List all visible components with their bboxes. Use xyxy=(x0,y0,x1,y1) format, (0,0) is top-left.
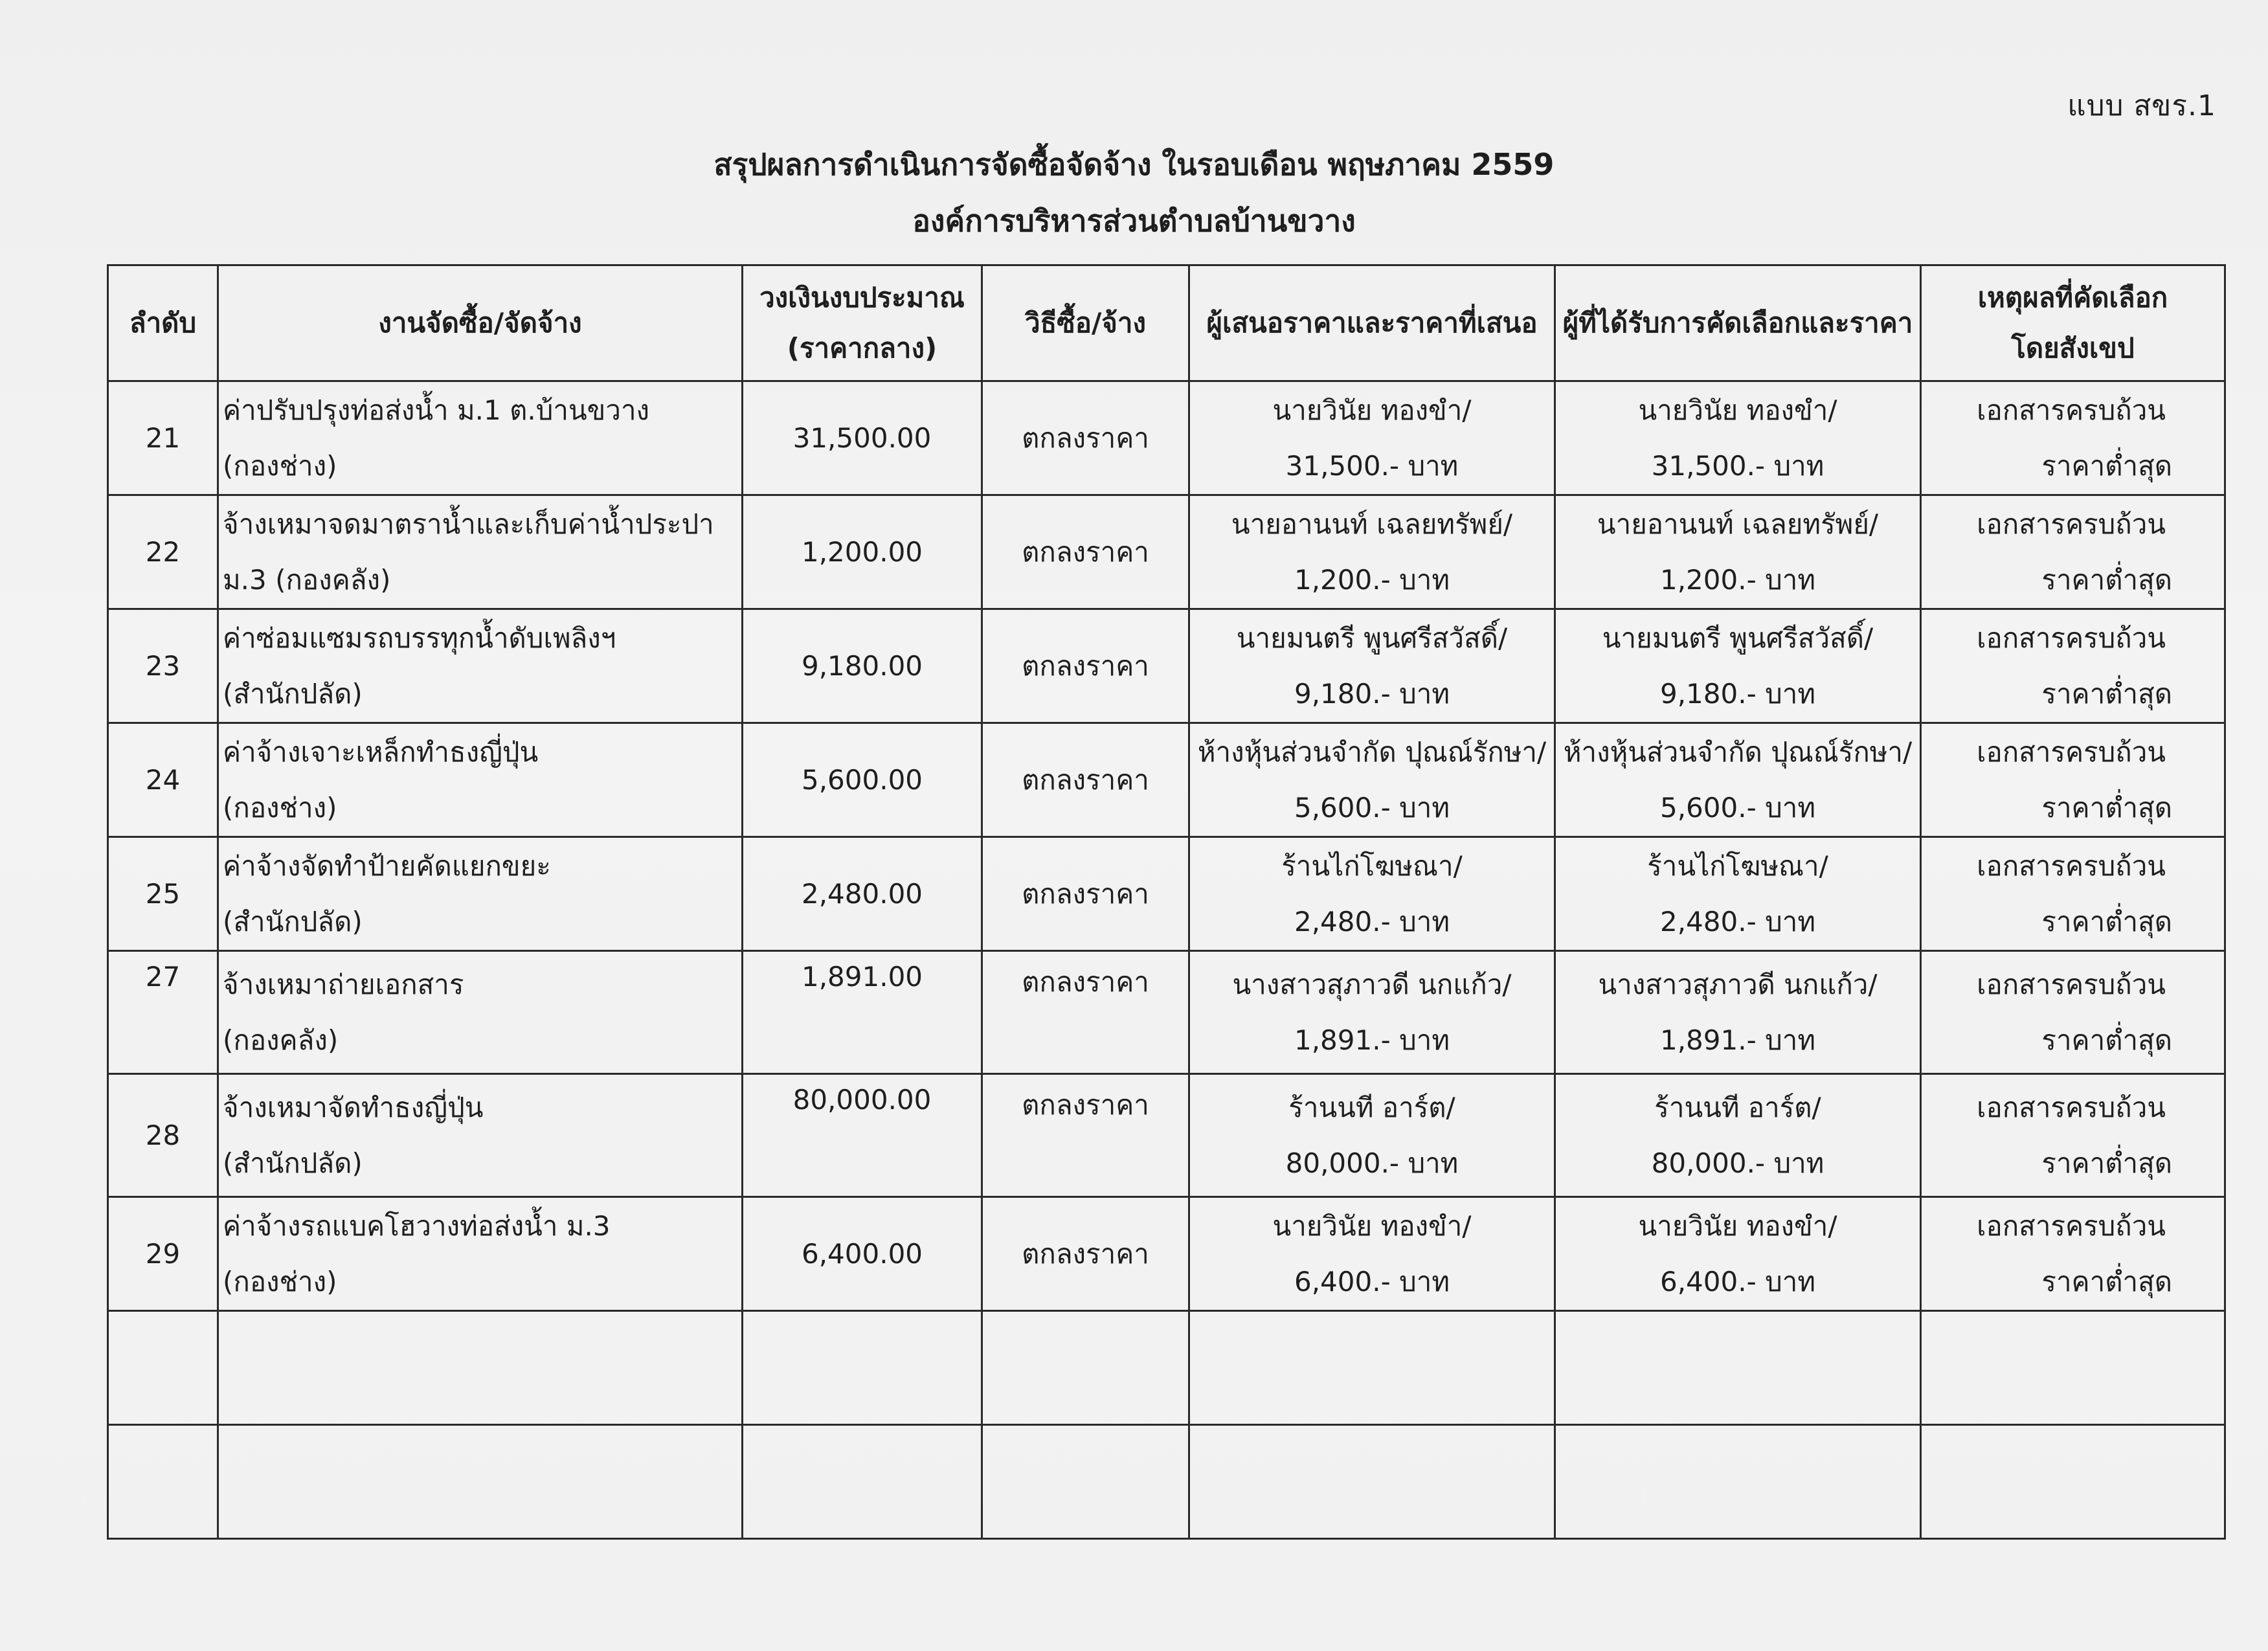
cell-bidder xyxy=(1189,723,1555,837)
cell-method: ตกลงราคา xyxy=(982,609,1189,723)
reason-line2: ราคาต่ำสุด xyxy=(2041,1147,2172,1179)
reason-line1: เอกสารครบถ้วน xyxy=(1977,736,2166,768)
item-line1: ค่าซ่อมแซมรถบรรทุกน้ำดับเพลิงฯ xyxy=(223,622,616,654)
cell-no: 28 xyxy=(108,1074,218,1197)
item-line1: ค่าจ้างเจาะเหล็กทำธงญี่ปุ่น xyxy=(223,736,539,768)
item-line2: (กองช่าง) xyxy=(223,449,337,482)
organization-name: องค์การบริหารส่วนตำบลบ้านขวาง xyxy=(912,203,1356,238)
table-row xyxy=(108,609,2225,723)
table-header-row xyxy=(108,265,2225,381)
selected-price: 9,180.- บาท xyxy=(1659,677,1816,710)
cell-budget: 31,500.00 xyxy=(743,381,982,495)
cell-selected xyxy=(1555,609,1921,723)
header-item: งานจัดซื้อ/จัดจ้าง xyxy=(218,265,743,381)
cell-no: 21 xyxy=(108,381,218,495)
table-row xyxy=(108,1197,2225,1311)
empty-cell xyxy=(743,1425,982,1539)
selected-name: ห้างหุ้นส่วนจำกัด ปุณณ์รักษา/ xyxy=(1563,736,1913,768)
cell-bidder xyxy=(1189,1197,1555,1311)
item-line2: (กองช่าง) xyxy=(223,1265,337,1297)
empty-cell xyxy=(218,1311,743,1425)
bidder-name: ร้านนที อาร์ต/ xyxy=(1288,1091,1455,1123)
header-reason-line1: เหตุผลที่คัดเลือก xyxy=(1977,282,2168,313)
cell-bidder xyxy=(1189,837,1555,951)
item-line2: (กองคลัง) xyxy=(223,1024,339,1056)
form-code: แบบ สขร.1 xyxy=(2067,89,2216,122)
cell-reason xyxy=(1921,951,2225,1074)
reason-line2: ราคาต่ำสุด xyxy=(2041,449,2172,482)
bidder-price: 9,180.- บาท xyxy=(1294,677,1450,710)
item-line1: ค่าปรับปรุงท่อส่งน้ำ ม.1 ต.บ้านขวาง xyxy=(223,394,650,426)
bidder-price: 5,600.- บาท xyxy=(1294,791,1450,824)
empty-cell xyxy=(1189,1425,1555,1539)
cell-selected xyxy=(1555,837,1921,951)
reason-line1: เอกสารครบถ้วน xyxy=(1977,1091,2166,1123)
selected-name: ร้านไก่โฆษณา/ xyxy=(1647,849,1828,882)
selected-price: 31,500.- บาท xyxy=(1651,449,1825,482)
cell-method: ตกลงราคา xyxy=(982,1197,1189,1311)
header-method: วิธีซื้อ/จ้าง xyxy=(982,265,1189,381)
table-row xyxy=(108,837,2225,951)
reason-line2: ราคาต่ำสุด xyxy=(2041,791,2172,824)
selected-name: นางสาวสุภาวดี นกแก้ว/ xyxy=(1598,968,1878,1000)
table-row xyxy=(108,723,2225,837)
cell-no: 22 xyxy=(108,495,218,609)
cell-reason xyxy=(1921,723,2225,837)
table-row xyxy=(108,1074,2225,1197)
cell-selected xyxy=(1555,495,1921,609)
selected-price: 1,200.- บาท xyxy=(1659,563,1816,596)
empty-cell xyxy=(1189,1311,1555,1425)
bidder-name: นายอานนท์ เฉลยทรัพย์/ xyxy=(1231,508,1513,540)
cell-item xyxy=(218,495,743,609)
cell-method: ตกลงราคา xyxy=(982,951,1189,1074)
selected-price: 1,891.- บาท xyxy=(1659,1024,1816,1056)
reason-line2: ราคาต่ำสุด xyxy=(2041,677,2172,710)
cell-method: ตกลงราคา xyxy=(982,495,1189,609)
bidder-price: 31,500.- บาท xyxy=(1285,449,1459,482)
cell-item xyxy=(218,837,743,951)
reason-line1: เอกสารครบถ้วน xyxy=(1977,1209,2166,1242)
empty-cell xyxy=(743,1311,982,1425)
cell-bidder xyxy=(1189,1074,1555,1197)
bidder-name: นางสาวสุภาวดี นกแก้ว/ xyxy=(1232,968,1512,1000)
bidder-price: 2,480.- บาท xyxy=(1294,905,1450,938)
reason-line1: เอกสารครบถ้วน xyxy=(1977,622,2166,654)
cell-selected xyxy=(1555,951,1921,1074)
empty-row xyxy=(108,1311,2225,1425)
cell-method: ตกลงราคา xyxy=(982,723,1189,837)
bidder-price: 1,891.- บาท xyxy=(1294,1024,1450,1056)
cell-method: ตกลงราคา xyxy=(982,1074,1189,1197)
bidder-name: นายวินัย ทองขำ/ xyxy=(1272,394,1472,426)
reason-line2: ราคาต่ำสุด xyxy=(2041,563,2172,596)
bidder-name: นายมนตรี พูนศรีสวัสดิ์/ xyxy=(1236,622,1508,654)
item-line2: ม.3 (กองคลัง) xyxy=(223,563,391,596)
bidder-name: ร้านไก่โฆษณา/ xyxy=(1281,849,1463,882)
cell-reason xyxy=(1921,609,2225,723)
table-row xyxy=(108,495,2225,609)
cell-selected xyxy=(1555,381,1921,495)
bidder-price: 6,400.- บาท xyxy=(1294,1265,1450,1297)
selected-name: นายอานนท์ เฉลยทรัพย์/ xyxy=(1597,508,1879,540)
cell-bidder xyxy=(1189,381,1555,495)
header-budget xyxy=(743,265,982,381)
reason-line1: เอกสารครบถ้วน xyxy=(1977,394,2166,426)
reason-line2: ราคาต่ำสุด xyxy=(2041,1265,2172,1297)
cell-item xyxy=(218,609,743,723)
cell-bidder xyxy=(1189,951,1555,1074)
cell-budget: 2,480.00 xyxy=(743,837,982,951)
cell-bidder xyxy=(1189,495,1555,609)
bidder-name: ห้างหุ้นส่วนจำกัด ปุณณ์รักษา/ xyxy=(1197,736,1547,768)
cell-item xyxy=(218,1074,743,1197)
empty-cell xyxy=(1555,1425,1921,1539)
empty-cell xyxy=(218,1425,743,1539)
cell-budget: 1,891.00 xyxy=(743,951,982,1074)
selected-price: 2,480.- บาท xyxy=(1659,905,1816,938)
empty-cell xyxy=(1921,1311,2225,1425)
header-reason-line2: โดยสังเขป xyxy=(2011,332,2135,364)
cell-item xyxy=(218,381,743,495)
item-line1: ค่าจ้างรถแบคโฮวางท่อส่งน้ำ ม.3 xyxy=(223,1209,611,1242)
cell-bidder xyxy=(1189,609,1555,723)
header-budget-line1: วงเงินงบประมาณ xyxy=(759,282,965,313)
selected-name: นายวินัย ทองขำ/ xyxy=(1638,1209,1837,1242)
bidder-price: 1,200.- บาท xyxy=(1294,563,1450,596)
document-title: สรุปผลการดำเนินการจัดซื้อจัดจ้าง ในรอบเดือน พฤษภาคม 2559 xyxy=(713,147,1555,182)
table-row xyxy=(108,381,2225,495)
empty-row xyxy=(108,1425,2225,1539)
cell-no: 25 xyxy=(108,837,218,951)
empty-cell xyxy=(982,1425,1189,1539)
bidder-name: นายวินัย ทองขำ/ xyxy=(1272,1209,1472,1242)
item-line1: ค่าจ้างจัดทำป้ายคัดแยกขยะ xyxy=(223,849,551,882)
cell-selected xyxy=(1555,1197,1921,1311)
reason-line1: เอกสารครบถ้วน xyxy=(1977,508,2166,540)
bidder-price: 80,000.- บาท xyxy=(1285,1147,1459,1179)
item-line1: จ้างเหมาจัดทำธงญี่ปุ่น xyxy=(223,1091,484,1123)
item-line1: จ้างเหมาถ่ายเอกสาร xyxy=(223,968,464,1000)
cell-method: ตกลงราคา xyxy=(982,837,1189,951)
cell-item xyxy=(218,723,743,837)
cell-budget: 6,400.00 xyxy=(743,1197,982,1311)
cell-budget: 9,180.00 xyxy=(743,609,982,723)
selected-name: ร้านนที อาร์ต/ xyxy=(1654,1091,1821,1123)
cell-reason xyxy=(1921,495,2225,609)
reason-line2: ราคาต่ำสุด xyxy=(2041,905,2172,938)
table-row xyxy=(108,951,2225,1074)
empty-cell xyxy=(108,1425,218,1539)
cell-reason xyxy=(1921,837,2225,951)
empty-cell xyxy=(1555,1311,1921,1425)
empty-cell xyxy=(108,1311,218,1425)
reason-line1: เอกสารครบถ้วน xyxy=(1977,849,2166,882)
selected-price: 80,000.- บาท xyxy=(1651,1147,1825,1179)
item-line2: (สำนักปลัด) xyxy=(223,677,363,710)
cell-budget: 1,200.00 xyxy=(743,495,982,609)
cell-method: ตกลงราคา xyxy=(982,381,1189,495)
selected-price: 5,600.- บาท xyxy=(1659,791,1816,824)
item-line2: (กองช่าง) xyxy=(223,791,337,824)
item-line2: (สำนักปลัด) xyxy=(223,905,363,938)
cell-selected xyxy=(1555,723,1921,837)
header-bidders: ผู้เสนอราคาและราคาที่เสนอ xyxy=(1189,265,1555,381)
cell-item xyxy=(218,951,743,1074)
cell-reason xyxy=(1921,381,2225,495)
item-line1: จ้างเหมาจดมาตราน้ำและเก็บค่าน้ำประปา xyxy=(223,508,714,540)
selected-price: 6,400.- บาท xyxy=(1659,1265,1816,1297)
cell-reason xyxy=(1921,1197,2225,1311)
empty-cell xyxy=(982,1311,1189,1425)
empty-cell xyxy=(1921,1425,2225,1539)
cell-no: 29 xyxy=(108,1197,218,1311)
header-reason xyxy=(1921,265,2225,381)
selected-name: นายมนตรี พูนศรีสวัสดิ์/ xyxy=(1602,622,1874,654)
cell-selected xyxy=(1555,1074,1921,1197)
header-no: ลำดับ xyxy=(108,265,218,381)
cell-budget: 80,000.00 xyxy=(743,1074,982,1197)
cell-item xyxy=(218,1197,743,1311)
cell-reason xyxy=(1921,1074,2225,1197)
reason-line1: เอกสารครบถ้วน xyxy=(1977,968,2166,1000)
item-line2: (สำนักปลัด) xyxy=(223,1147,363,1179)
cell-no: 23 xyxy=(108,609,218,723)
procurement-table xyxy=(107,264,2226,1540)
cell-no: 24 xyxy=(108,723,218,837)
header-selected: ผู้ที่ได้รับการคัดเลือกและราคา xyxy=(1555,265,1921,381)
cell-budget: 5,600.00 xyxy=(743,723,982,837)
cell-no: 27 xyxy=(108,951,218,1074)
reason-line2: ราคาต่ำสุด xyxy=(2041,1024,2172,1056)
selected-name: นายวินัย ทองขำ/ xyxy=(1638,394,1837,426)
header-budget-line2: (ราคากลาง) xyxy=(787,332,938,364)
